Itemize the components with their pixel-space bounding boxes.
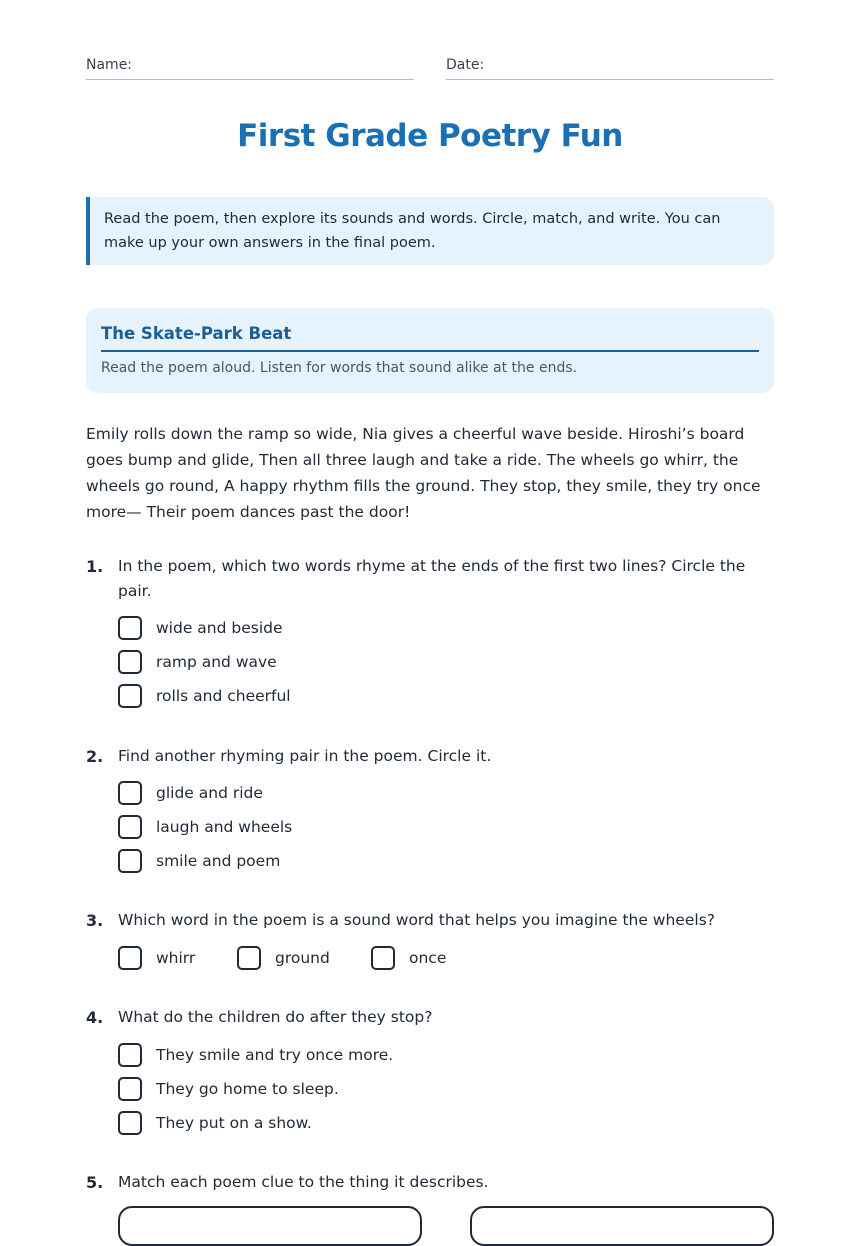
checkbox[interactable]	[118, 849, 142, 873]
poem-title: The Skate-Park Beat	[101, 322, 759, 352]
option-label: They put on a show.	[156, 1114, 312, 1132]
question-number: 1.	[86, 557, 104, 576]
match-answer-box[interactable]	[470, 1206, 774, 1246]
option-label: laugh and wheels	[156, 818, 293, 836]
option-label: whirr	[156, 949, 196, 967]
question-text: Find another rhyming pair in the poem. Circle it.	[118, 747, 492, 765]
poem-text: Emily rolls down the ramp so wide, Nia gives a cheerful wave beside. Hiroshi’s board goes bump and glide, Then all three laugh and take a ride. The wheels go whirr, the wheels go round, A happy rhythm fills the ground. They stop, they smile, they try once more— Their poem dances past the door!	[86, 425, 761, 521]
option-label: rolls and cheerful	[156, 687, 291, 705]
page-title: First Grade Poetry Fun	[237, 118, 623, 154]
checkbox[interactable]	[118, 616, 142, 640]
option-label: smile and poem	[156, 852, 281, 870]
instructions-callout: Read the poem, then explore its sounds and words. Circle, match, and write. You can make up your own answers in the final poem.	[86, 197, 774, 265]
checkbox[interactable]	[118, 650, 142, 674]
question-number: 4.	[86, 1008, 104, 1027]
name-field[interactable]	[86, 54, 414, 80]
option-label: wide and beside	[156, 619, 283, 637]
poem-header-box	[86, 308, 774, 393]
option-label: They smile and try once more.	[156, 1046, 394, 1064]
question-number: 5.	[86, 1173, 104, 1192]
question-number: 2.	[86, 747, 104, 766]
option-label: They go home to sleep.	[156, 1080, 339, 1098]
checkbox[interactable]	[118, 1111, 142, 1135]
poem-subtitle: Read the poem aloud. Listen for words that sound alike at the ends.	[101, 360, 578, 376]
header-fields	[86, 54, 774, 80]
question-text: Which word in the poem is a sound word that helps you imagine the wheels?	[118, 911, 715, 929]
checkbox[interactable]	[371, 946, 395, 970]
question-text: Match each poem clue to the thing it describes.	[118, 1173, 489, 1191]
question-text: In the poem, which two words rhyme at the ends of the first two lines? Circle the pair.	[118, 557, 746, 600]
question-text: What do the children do after they stop?	[118, 1008, 433, 1026]
checkbox[interactable]	[118, 1077, 142, 1101]
option-label: ground	[275, 949, 330, 967]
checkbox[interactable]	[118, 1043, 142, 1067]
option-label: ramp and wave	[156, 653, 277, 671]
option-label: once	[409, 949, 447, 967]
question-number: 3.	[86, 911, 104, 930]
name-label: Name:	[86, 57, 133, 73]
checkbox[interactable]	[118, 815, 142, 839]
date-label: Date:	[446, 57, 485, 73]
option-label: glide and ride	[156, 784, 263, 802]
match-clue-box[interactable]	[118, 1206, 422, 1246]
checkbox[interactable]	[118, 781, 142, 805]
date-field[interactable]	[446, 54, 774, 80]
checkbox[interactable]	[237, 946, 261, 970]
checkbox[interactable]	[118, 684, 142, 708]
checkbox[interactable]	[118, 946, 142, 970]
